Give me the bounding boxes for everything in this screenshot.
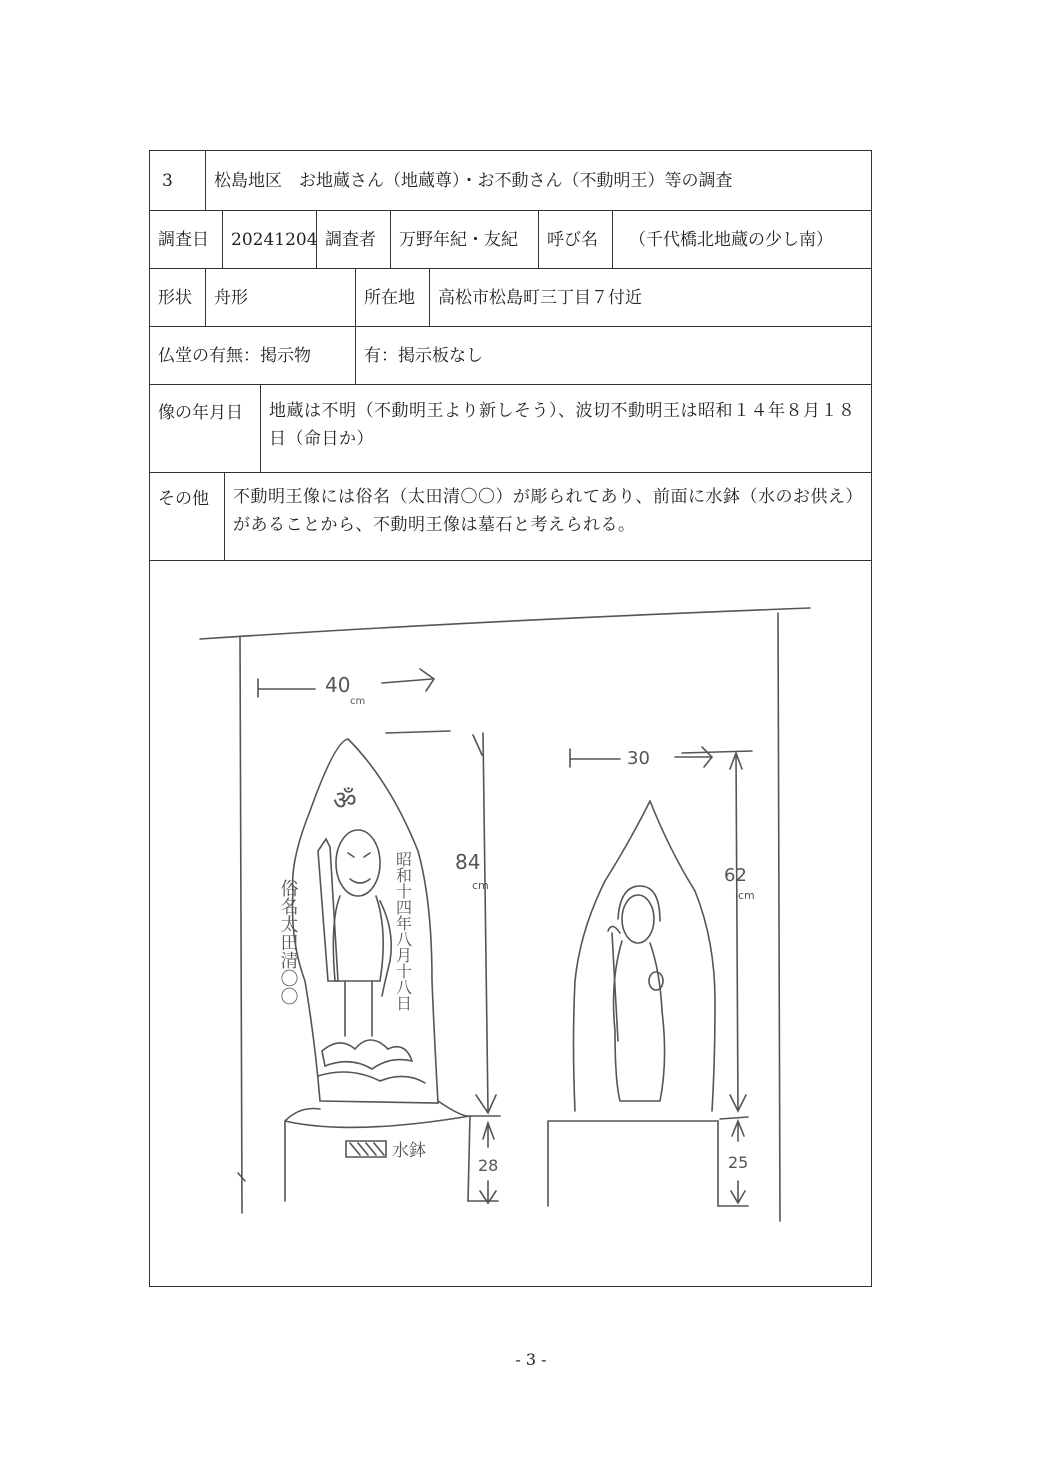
water-bowl <box>346 1141 386 1157</box>
right-height-unit: cm <box>738 889 755 902</box>
left-width-unit: cm <box>350 696 366 707</box>
header-number: 3 <box>162 170 173 191</box>
fudo-body <box>333 896 383 981</box>
left-width-value: 40 <box>325 673 351 697</box>
left-height-unit: cm <box>472 879 489 892</box>
left-pedestal <box>285 1109 470 1202</box>
header-row <box>150 151 871 211</box>
other-value: 不動明王像には俗名（太田清〇〇）が彫られてあり、前面に水鉢（水のお供え）があることから、不動明王像は墓石と考えられる。 <box>224 473 871 560</box>
date-value: 20241204 <box>222 211 316 268</box>
other-label: その他 <box>158 489 209 509</box>
survey-form <box>149 150 872 1287</box>
left-width-arrow-right <box>382 669 434 691</box>
surveyor-label: 調査者 <box>316 211 390 268</box>
header-title: 松島地区 お地蔵さん（地蔵尊）・お不動さん（不動明王）等の調査 <box>205 151 871 210</box>
right-width-arrow-right <box>675 747 712 767</box>
statue-sketch <box>150 561 870 1286</box>
jizo-body <box>614 941 665 1101</box>
left-height-arrow <box>473 733 496 1113</box>
inscription-date: 昭和十四年八月十八日 <box>393 851 413 1011</box>
shape-row <box>150 269 871 327</box>
left-statue-outline <box>293 739 439 1103</box>
fudo-rock <box>322 1040 412 1069</box>
sanskrit-mark: ॐ <box>333 786 357 816</box>
right-width-value: 30 <box>627 748 650 769</box>
right-width-arrow-left <box>570 749 620 767</box>
name-value: （千代橋北地蔵の少し南） <box>612 211 871 268</box>
shape-value: 舟形 <box>205 269 355 326</box>
statue-date-row <box>150 385 871 473</box>
left-height-value: 84 <box>455 850 481 874</box>
hall-value: 有：掲示板なし <box>355 327 871 384</box>
location-label: 所在地 <box>355 269 429 326</box>
right-frame-line <box>778 613 780 1221</box>
right-pedestal <box>548 1121 718 1206</box>
left-base-value: 28 <box>478 1156 499 1175</box>
hall-label: 仏堂の有無：掲示物 <box>158 345 311 366</box>
inscription-name: 俗名太田清〇〇 <box>277 879 299 1005</box>
fudo-sword <box>318 839 338 981</box>
shape-label: 形状 <box>158 287 192 308</box>
page-number: - 3 - <box>515 1350 547 1369</box>
sketch-area <box>150 561 871 1286</box>
location-value: 高松市松島町三丁目７付近 <box>429 269 871 326</box>
other-row <box>150 473 871 561</box>
jizo-jewel <box>649 972 663 990</box>
hall-row <box>150 327 871 385</box>
statue-date-label: 像の年月日 <box>158 403 243 423</box>
surveyor-value: 万野年紀・友紀 <box>390 211 538 268</box>
name-label: 呼び名 <box>538 211 612 268</box>
survey-row <box>150 211 871 269</box>
statue-date-value: 地蔵は不明（不動明王より新しそう）、波切不動明王は昭和１４年８月１８日（命日か） <box>260 385 871 472</box>
right-base-value: 25 <box>728 1153 749 1172</box>
right-niche <box>574 801 716 1111</box>
date-label: 調査日 <box>158 229 209 250</box>
top-line <box>200 608 810 639</box>
left-frame-line <box>240 636 242 1213</box>
water-bowl-label: 水鉢 <box>392 1141 426 1161</box>
right-height-arrow <box>730 753 746 1111</box>
fudo-head <box>336 830 380 896</box>
jizo-head <box>622 895 654 943</box>
left-width-arrow-left <box>258 679 315 697</box>
right-height-value: 62 <box>724 865 747 886</box>
